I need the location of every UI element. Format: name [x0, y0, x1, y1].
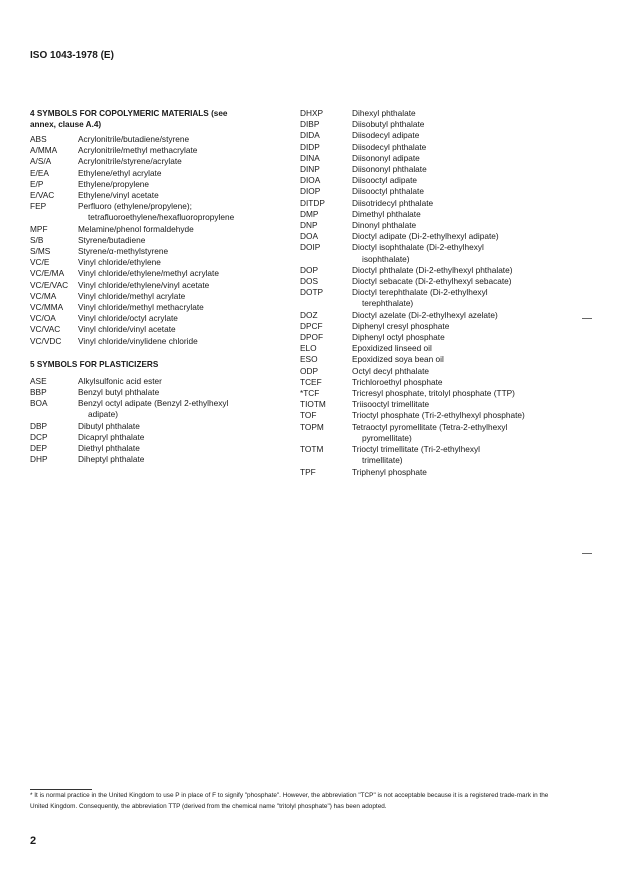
symbol-code: VC/MA [30, 290, 57, 301]
symbol-name [78, 268, 292, 279]
symbol-code: VC/E/MA [30, 268, 65, 279]
symbol-name [352, 231, 590, 242]
symbol-entry [300, 108, 590, 119]
symbol-entry [30, 190, 292, 201]
symbol-entry [30, 145, 292, 156]
symbol-code: DINA [300, 152, 320, 163]
symbol-name [352, 164, 590, 175]
symbol-name [78, 246, 292, 257]
symbol-code: E/EA [30, 167, 49, 178]
symbol-name [352, 242, 590, 264]
symbol-name-line: Melamine/phenol formaldehyde [78, 223, 194, 234]
symbol-code: TIOTM [300, 399, 326, 410]
symbol-name-line: Diisooctyl phthalate [352, 186, 424, 197]
symbol-name-continuation: trimellitate) [362, 455, 403, 466]
symbol-name [78, 313, 292, 324]
symbol-code: TOF [300, 410, 317, 421]
symbol-code: *TCF [300, 388, 320, 399]
symbol-code: A/S/A [30, 156, 52, 167]
symbol-name-line: Perfluoro (ethylene/propylene); [78, 201, 192, 212]
page-number: 2 [30, 835, 37, 847]
symbol-code: DOZ [300, 309, 318, 320]
symbol-entry [300, 422, 590, 444]
symbol-name [352, 444, 590, 466]
symbol-entry [30, 387, 292, 398]
symbol-name-continuation: isophthalate) [362, 253, 410, 264]
symbol-entry [300, 186, 590, 197]
symbol-name-line: Dioctyl phthalate (Di-2-ethylhexyl phthalate) [352, 264, 513, 275]
symbol-code: A/MMA [30, 145, 58, 156]
symbol-code: VC/E/VAC [30, 279, 69, 290]
symbol-entry [300, 242, 590, 264]
margin-mark [582, 318, 592, 319]
symbol-name-line: Vinyl chloride/methyl methacrylate [78, 302, 204, 313]
symbol-name-line: Triisooctyl trimellitate [352, 399, 430, 410]
symbol-name-line: Ethylene/vinyl acetate [78, 190, 159, 201]
symbol-code: ESO [300, 354, 318, 365]
symbol-name [352, 119, 590, 130]
symbol-entry [300, 209, 590, 220]
symbol-entry [30, 156, 292, 167]
symbol-name [78, 376, 292, 387]
symbol-name-line: Diisodecyl phthalate [352, 141, 427, 152]
symbol-code: TOPM [300, 421, 324, 432]
symbol-entry [300, 410, 590, 421]
symbol-entry [300, 399, 590, 410]
symbol-code: E/VAC [30, 190, 55, 201]
symbol-code: DINP [300, 164, 320, 175]
section-4-title [30, 108, 292, 119]
symbol-entry [30, 291, 292, 302]
symbol-entry [30, 398, 292, 420]
symbol-name [352, 186, 590, 197]
plasticizer-symbol-list-left [30, 376, 292, 466]
symbol-name [78, 235, 292, 246]
symbol-name-line: Ethylene/propylene [78, 178, 150, 189]
symbol-name-line: Alkylsulfonic acid ester [78, 375, 162, 386]
symbol-name [352, 198, 590, 209]
symbol-code: S/MS [30, 246, 51, 257]
symbol-name [78, 190, 292, 201]
symbol-name [352, 310, 590, 321]
symbol-entry [30, 443, 292, 454]
symbol-entry [30, 235, 292, 246]
symbol-name [352, 130, 590, 141]
symbol-code: DOTP [300, 287, 324, 298]
symbol-name [352, 410, 590, 421]
symbol-code: DMP [300, 208, 319, 219]
symbol-code: ODP [300, 365, 318, 376]
symbol-entry [30, 201, 292, 223]
symbol-name-line: Octyl decyl phthalate [352, 365, 430, 376]
symbol-entry [300, 153, 590, 164]
symbol-entry [300, 388, 590, 399]
symbol-name [352, 422, 590, 444]
symbol-name [78, 421, 292, 432]
symbol-name [352, 153, 590, 164]
symbol-entry [30, 246, 292, 257]
symbol-code: VC/VDC [30, 335, 62, 346]
symbol-name [78, 257, 292, 268]
symbol-name-line: Diisononyl phthalate [352, 164, 427, 175]
symbol-code: TOTM [300, 444, 324, 455]
symbol-name-line: Diisodecyl adipate [352, 130, 420, 141]
symbol-code: DIOA [300, 175, 321, 186]
symbol-entry [300, 265, 590, 276]
symbol-name-line: Acrylonitrile/butadiene/styrene [78, 134, 190, 144]
symbol-name-line: Diphenyl octyl phosphate [352, 332, 445, 343]
symbol-name [78, 201, 292, 223]
symbol-name [78, 454, 292, 465]
symbol-name [352, 287, 590, 309]
symbol-entry [300, 467, 590, 478]
symbol-entry [300, 366, 590, 377]
symbol-entry [300, 198, 590, 209]
symbol-name-line: Acrylonitrile/styrene/acrylate [78, 156, 182, 167]
symbol-name-continuation: adipate) [88, 409, 118, 420]
symbol-code: DOA [300, 231, 318, 242]
symbol-name [352, 265, 590, 276]
symbol-name-line: Epoxidized soya bean oil [352, 354, 444, 365]
symbol-code: FEP [30, 201, 47, 212]
symbol-name [78, 168, 292, 179]
symbol-name [352, 399, 590, 410]
symbol-entry [30, 432, 292, 443]
symbol-code: DEP [30, 443, 48, 454]
symbol-name [352, 366, 590, 377]
symbol-name [352, 142, 590, 153]
symbol-name-line: Diheptyl phthalate [78, 454, 145, 465]
symbol-name [78, 387, 292, 398]
symbol-name-line: Trioctyl trimellitate (Tri-2-ethylhexyl [352, 444, 481, 455]
symbol-entry [30, 134, 292, 145]
symbol-entry [30, 280, 292, 291]
symbol-name-line: Benzyl octyl adipate (Benzyl 2-ethylhexyl [78, 398, 229, 409]
symbol-name-line: Styrene/butadiene [78, 234, 146, 245]
symbol-code: VC/E [30, 257, 50, 268]
symbol-name [352, 321, 590, 332]
symbol-code: ABS [30, 134, 47, 144]
symbol-name-line: Dinonyl phthalate [352, 220, 417, 231]
symbol-entry [300, 310, 590, 321]
symbol-name [78, 291, 292, 302]
symbol-name-line: Tetraoctyl pyromellitate (Tetra-2-ethylhexyl [352, 421, 508, 432]
symbol-code: DHP [30, 454, 48, 465]
symbol-code: DIBP [300, 119, 320, 130]
symbol-name-line: Vinyl chloride/ethylene/vinyl acetate [78, 279, 210, 290]
plasticizer-symbol-list-right [300, 108, 590, 478]
symbol-entry [300, 142, 590, 153]
margin-mark [582, 553, 592, 554]
document-header: ISO 1043-1978 (E) [30, 50, 114, 61]
symbol-entry [300, 276, 590, 287]
symbol-name [78, 179, 292, 190]
symbol-code: DIOP [300, 186, 321, 197]
symbol-entry [300, 321, 590, 332]
symbol-name-line: Diisotridecyl phthalate [352, 197, 434, 208]
symbol-code: DPCF [300, 320, 323, 331]
symbol-code: DOP [300, 264, 318, 275]
symbol-entry [300, 231, 590, 242]
symbol-name-continuation: pyromellitate) [362, 432, 412, 443]
symbol-name-line: Triphenyl phosphate [352, 466, 427, 477]
symbol-name [78, 156, 292, 167]
symbol-entry [30, 454, 292, 465]
footnote: * It is normal practice in the United Kingdom to use P in place of F to signify "phosphate". However, the abbreviation "TCP" is not acceptable because it is a registered trade-mark in the United Kingdom. Consequently, the abbreviation TTP (derived from the chemical name "tritolyl phosphate") has been adopted. [30, 792, 549, 810]
right-column [300, 108, 590, 478]
symbol-name [78, 145, 292, 156]
symbol-entry [30, 313, 292, 324]
symbol-name-continuation: tetrafluoroethylene/hexafluoropropylene [88, 212, 235, 223]
symbol-name [78, 224, 292, 235]
symbol-entry [300, 175, 590, 186]
symbol-code: ASE [30, 375, 47, 386]
symbol-code: DPOF [300, 332, 324, 343]
symbol-name-line: Diphenyl cresyl phosphate [352, 320, 450, 331]
symbol-code: E/P [30, 178, 44, 189]
symbol-code: DIDA [300, 130, 320, 141]
symbol-name-line: Vinyl chloride/methyl acrylate [78, 290, 186, 301]
symbol-name [352, 388, 590, 399]
symbol-name [352, 332, 590, 343]
symbol-entry [30, 324, 292, 335]
symbol-name-line: Dicapryl phthalate [78, 431, 145, 442]
symbol-name-line: Dioctyl terephthalate (Di-2-ethylhexyl [352, 287, 488, 298]
symbol-entry [30, 376, 292, 387]
symbol-name-line: Dioctyl sebacate (Di-2-ethylhexyl sebacate) [352, 276, 512, 287]
symbol-name-line: Diisooctyl adipate [352, 175, 418, 186]
symbol-name [352, 343, 590, 354]
symbol-name [352, 276, 590, 287]
symbol-name-line: Vinyl chloride/vinyl acetate [78, 324, 176, 335]
symbol-entry [30, 168, 292, 179]
symbol-code: BBP [30, 387, 47, 398]
symbol-name-continuation: terephthalate) [362, 298, 414, 309]
symbol-code: DOIP [300, 242, 321, 253]
symbol-entry [300, 130, 590, 141]
symbol-code: VC/VAC [30, 324, 61, 335]
symbol-code: S/B [30, 234, 44, 245]
symbol-entry [300, 377, 590, 388]
symbol-code: ELO [300, 343, 317, 354]
symbol-code: TPF [300, 466, 316, 477]
symbol-name [78, 280, 292, 291]
symbol-code: TCEF [300, 376, 322, 387]
symbol-entry [300, 332, 590, 343]
symbol-entry [300, 343, 590, 354]
symbol-code: DITDP [300, 197, 325, 208]
section-4-note-start: (see [211, 109, 228, 118]
symbol-code: DNP [300, 220, 318, 231]
symbol-name [352, 220, 590, 231]
symbol-name-line: Dimethyl phthalate [352, 208, 421, 219]
symbol-entry [30, 179, 292, 190]
symbol-name-line: Vinyl chloride/ethylene [78, 257, 161, 268]
symbol-name-line: Dihexyl phthalate [352, 108, 416, 118]
symbol-entry [30, 268, 292, 279]
symbol-name-line: Acrylonitrile/methyl methacrylate [78, 145, 198, 156]
symbol-name [78, 398, 292, 420]
symbol-entry [30, 257, 292, 268]
symbol-code: MPF [30, 223, 48, 234]
symbol-name [352, 467, 590, 478]
symbol-name-line: Dioctyl isophthalate (Di-2-ethylhexyl [352, 242, 484, 253]
symbol-entry [300, 119, 590, 130]
symbol-name [78, 134, 292, 145]
symbol-name-line: Vinyl chloride/ethylene/methyl acrylate [78, 268, 219, 279]
symbol-name-line: Ethylene/ethyl acrylate [78, 167, 162, 178]
symbol-code: VC/MMA [30, 302, 64, 313]
symbol-entry [30, 421, 292, 432]
symbol-name-line: Dioctyl azelate (Di-2-ethylhexyl azelate) [352, 309, 498, 320]
symbol-entry [30, 336, 292, 347]
symbol-entry [30, 302, 292, 313]
symbol-code: DOS [300, 276, 318, 287]
symbol-entry [300, 354, 590, 365]
symbol-code: DHXP [300, 108, 324, 118]
symbol-name-line: Epoxidized linseed oil [352, 343, 432, 354]
copolymer-symbol-list [30, 134, 292, 347]
symbol-name [352, 377, 590, 388]
symbol-entry [300, 164, 590, 175]
symbol-name-line: Trichloroethyl phosphate [352, 376, 443, 387]
symbol-name [352, 108, 590, 119]
symbol-entry [30, 224, 292, 235]
symbol-name-line: Dioctyl adipate (Di-2-ethylhexyl adipate) [352, 231, 499, 242]
symbol-name-line: Vinyl chloride/octyl acrylate [78, 313, 178, 324]
section-5-title: 5 SYMBOLS FOR PLASTICIZERS [30, 359, 159, 369]
section-4-heading: 4 SYMBOLS FOR COPOLYMERIC MATERIALS [30, 109, 209, 118]
symbol-name [352, 209, 590, 220]
symbol-entry [300, 444, 590, 466]
symbol-name [78, 336, 292, 347]
symbol-name-line: Diisononyl adipate [352, 152, 420, 163]
symbol-name [78, 324, 292, 335]
symbol-name-line: Vinyl chloride/vinylidene chloride [78, 335, 198, 346]
symbol-name-line: Benzyl butyl phthalate [78, 387, 160, 398]
symbol-name-line: Trioctyl phosphate (Tri-2-ethylhexyl phosphate) [352, 410, 525, 421]
symbol-name-line: Tricresyl phosphate, tritolyl phosphate (TTP) [352, 388, 515, 399]
symbol-entry [300, 220, 590, 231]
symbol-name [352, 175, 590, 186]
symbol-code: VC/OA [30, 313, 56, 324]
symbol-code: DIDP [300, 141, 320, 152]
symbol-name-line: Diisobutyl phthalate [352, 119, 425, 130]
footnote-rule [30, 789, 92, 790]
left-column [30, 108, 292, 465]
symbol-code: DBP [30, 420, 48, 431]
symbol-name-line: Styrene/α-methylstyrene [78, 246, 169, 257]
symbol-name-line: Dibutyl phthalate [78, 420, 140, 431]
symbol-name [352, 354, 590, 365]
symbol-name [78, 443, 292, 454]
section-4-note: annex, clause A.4) [30, 120, 102, 129]
symbol-code: DCP [30, 431, 48, 442]
symbol-entry [300, 287, 590, 309]
symbol-name-line: Diethyl phthalate [78, 443, 140, 454]
symbol-name [78, 302, 292, 313]
symbol-code: BOA [30, 398, 48, 409]
symbol-name [78, 432, 292, 443]
